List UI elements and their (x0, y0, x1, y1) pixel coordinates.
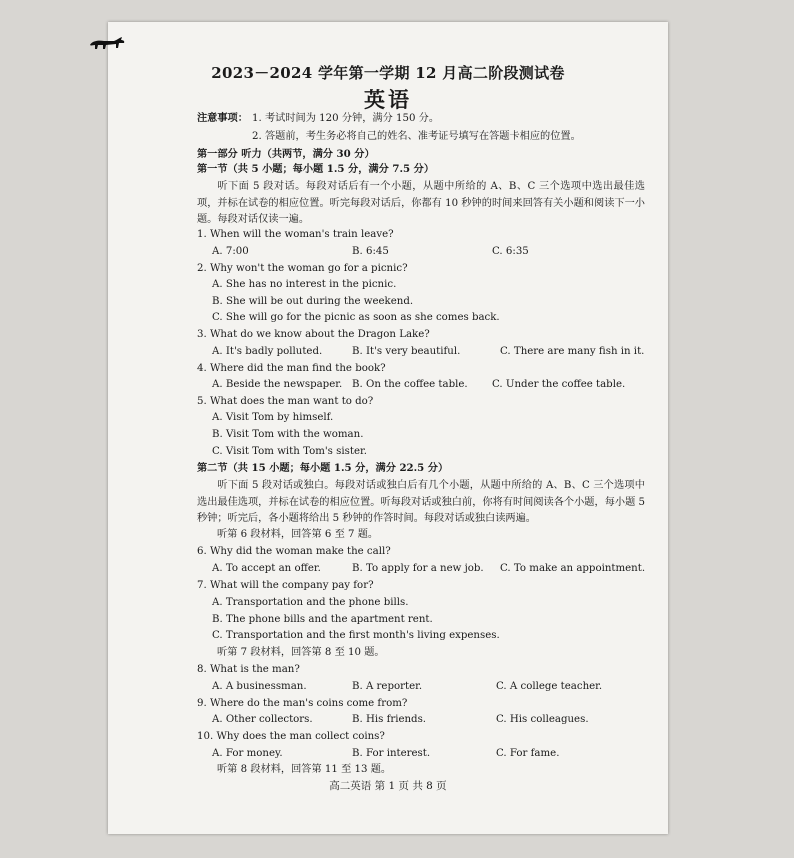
page-footer: 高二英语 第 1 页 共 8 页 (329, 780, 447, 792)
question-10-option-b: B. For interest. (352, 748, 431, 759)
question-7-option-a: A. Transportation and the phone bills. (212, 597, 409, 608)
question-3-stem: 3. What do we know about the Dragon Lake? (197, 329, 430, 340)
question-9-stem: 9. Where do the man's coins come from? (197, 698, 408, 709)
exam-title: 2023－2024 学年第一学期 12 月高二阶段测试卷 (211, 64, 565, 82)
question-1-option-b: B. 6:45 (352, 246, 389, 257)
question-9-option-b: B. His friends. (352, 714, 427, 725)
exam-subject: 英语 (364, 87, 412, 112)
question-7-option-c: C. Transportation and the first month's living expenses. (212, 630, 500, 641)
question-2-option-a: A. She has no interest in the picnic. (212, 279, 397, 290)
question-5-stem: 5. What does the man want to do? (197, 396, 374, 407)
question-6-option-a: A. To accept an offer. (212, 563, 321, 574)
question-8-option-a: A. A businessman. (212, 681, 307, 692)
question-4-option-b: B. On the coffee table. (352, 379, 468, 390)
section1-heading: 第一节（共 5 小题；每小题 1.5 分，满分 7.5 分） (197, 163, 435, 175)
note-item-2: 2. 答题前，考生务必将自己的姓名、准考证号填写在答题卡相应的位置。 (252, 131, 581, 142)
section1-instructions: 听下面 5 段对话。每段对话后有一个小题，从题中所给的 A、B、C 三个选项中选出最佳选项，并标在试卷的相应位置。听完每段对话后，你都有 10 秒钟的时间来回答有关小题和阅读下一小题。每段对话仅读一遍。 (197, 181, 645, 225)
material-8-note: 听第 8 段材料，回答第 11 至 13 题。 (217, 764, 392, 775)
question-4-option-c: C. Under the coffee table. (492, 379, 626, 390)
question-5-option-b: B. Visit Tom with the woman. (212, 429, 364, 440)
question-1-option-c: C. 6:35 (492, 246, 529, 257)
question-4-option-a: A. Beside the newspaper. (212, 379, 343, 390)
question-7-option-b: B. The phone bills and the apartment rent. (212, 614, 433, 625)
bull-logo-icon (88, 36, 126, 52)
question-10-option-a: A. For money. (212, 748, 283, 759)
question-9-option-c: C. His colleagues. (496, 714, 589, 725)
question-10-option-c: C. For fame. (496, 748, 560, 759)
question-6-stem: 6. Why did the woman make the call? (197, 546, 391, 557)
material-7-note: 听第 7 段材料，回答第 8 至 10 题。 (217, 647, 385, 658)
question-6-option-c: C. To make an appointment. (500, 563, 646, 574)
question-3-option-a: A. It's badly polluted. (212, 346, 323, 357)
question-6-option-b: B. To apply for a new job. (352, 563, 484, 574)
question-1-option-a: A. 7:00 (212, 246, 249, 257)
question-3-option-c: C. There are many fish in it. (500, 346, 645, 357)
section2-instructions: 听下面 5 段对话或独白。每段对话或独白后有几个小题，从题中所给的 A、B、C 三个选项中选出最佳选项，并标在试卷的相应位置。听每段对话或独白前，你将有时间阅读各个小题，每小题 5 秒钟；听完后，各小题将给出 5 秒钟的作答时间。每段对话或独白读两遍。 (197, 480, 645, 524)
question-4-stem: 4. Where did the man find the book? (197, 363, 386, 374)
question-10-stem: 10. Why does the man collect coins? (197, 731, 385, 742)
question-3-option-b: B. It's very beautiful. (352, 346, 461, 357)
question-8-stem: 8. What is the man? (197, 664, 300, 675)
question-7-stem: 7. What will the company pay for? (197, 580, 374, 591)
part1-heading: 第一部分 听力（共两节，满分 30 分） (197, 148, 375, 160)
notes-label: 注意事项： (197, 112, 248, 124)
question-5-option-c: C. Visit Tom with Tom's sister. (212, 446, 367, 457)
material-6-note: 听第 6 段材料，回答第 6 至 7 题。 (217, 529, 379, 540)
question-2-option-b: B. She will be out during the weekend. (212, 296, 414, 307)
question-5-option-a: A. Visit Tom by himself. (212, 412, 334, 423)
question-1-stem: 1. When will the woman's train leave? (197, 229, 394, 240)
section2-heading: 第二节（共 15 小题；每小题 1.5 分，满分 22.5 分） (197, 462, 449, 474)
question-2-stem: 2. Why won't the woman go for a picnic? (197, 263, 408, 274)
question-9-option-a: A. Other collectors. (212, 714, 313, 725)
question-8-option-b: B. A reporter. (352, 681, 423, 692)
question-8-option-c: C. A college teacher. (496, 681, 603, 692)
question-2-option-c: C. She will go for the picnic as soon as she comes back. (212, 312, 500, 323)
note-item-1: 1. 考试时间为 120 分钟，满分 150 分。 (252, 113, 440, 124)
